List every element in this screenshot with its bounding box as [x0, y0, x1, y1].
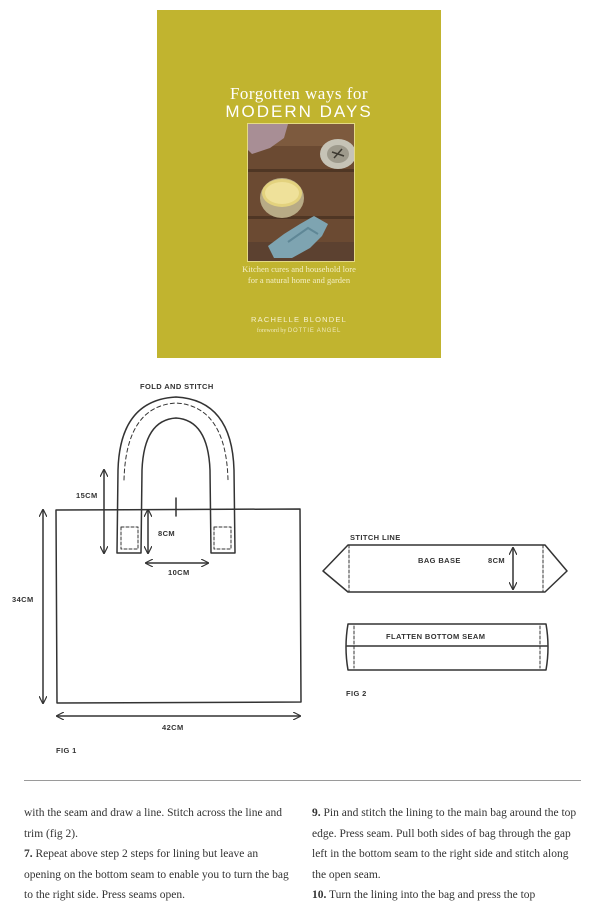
cover-title-line1: Forgotten ways for — [229, 84, 369, 103]
bag-handle-outline — [117, 397, 235, 553]
cover-foreword-prefix: foreword by — [256, 328, 287, 334]
cover-subtitle — [157, 264, 441, 286]
tote-bag-diagram — [0, 370, 600, 770]
handle-stitch-line — [124, 403, 228, 480]
instruction-step-10 — [312, 885, 580, 906]
step-7-text: Repeat above step 2 steps for lining but leave an opening on the bottom seam to enable you to turn the bag to the right side. Press seams open. — [24, 848, 289, 901]
label-42cm: 42CM — [162, 723, 184, 732]
left-attachment-stitch — [121, 527, 138, 549]
label-flatten-bottom-seam: FLATTEN BOTTOM SEAM — [386, 632, 486, 641]
label-fold-and-stitch: FOLD AND STITCH — [140, 382, 214, 391]
label-fig2: FIG 2 — [346, 689, 367, 698]
label-stitch-line: STITCH LINE — [350, 533, 401, 542]
label-34cm: 34CM — [12, 595, 34, 604]
step-10-number: 10. — [312, 889, 327, 901]
instruction-step-9 — [312, 803, 580, 885]
diagram-drawing — [0, 370, 600, 770]
label-10cm: 10CM — [168, 568, 190, 577]
label-8cm-base: 8CM — [488, 556, 506, 565]
step-7-number: 7. — [24, 848, 33, 860]
step-10-text: Turn the lining into the bag and press the top — [329, 889, 536, 901]
cover-foreword-name: DOTTIE ANGEL — [287, 328, 342, 334]
book-cover — [157, 10, 441, 358]
instruction-continued: with the seam and draw a line. Stitch across the line and trim (fig 2). — [24, 807, 283, 840]
instructions-left-column — [24, 803, 292, 906]
cover-author: RACHELLE BLONDEL — [251, 315, 347, 324]
flattened-bag-outline — [346, 624, 548, 670]
right-attachment-stitch — [214, 527, 231, 549]
step-9-text: Pin and stitch the lining to the main bag around the top edge. Press seam. Pull both sides of bag through the gap left in the bottom seam to the right side and stitch along the open seam. — [312, 807, 577, 881]
cover-photo — [247, 123, 355, 262]
cover-subtitle-line1: Kitchen cures and household lore — [242, 264, 356, 274]
instructions-right-column — [312, 803, 580, 906]
step-9-number: 9. — [312, 807, 321, 819]
cover-title-line2: MODERN DAYS — [225, 102, 373, 121]
label-15cm: 15CM — [76, 491, 98, 500]
instruction-step-7 — [24, 844, 292, 906]
label-fig1: FIG 1 — [56, 746, 77, 755]
cover-foreword — [157, 328, 441, 334]
cover-subtitle-line2: for a natural home and garden — [247, 275, 351, 285]
bag-body-outline — [56, 509, 301, 703]
section-divider — [24, 780, 581, 781]
bag-base-outline — [323, 545, 567, 592]
label-8cm-handle: 8CM — [158, 529, 176, 538]
label-bag-base: BAG BASE — [418, 556, 461, 565]
